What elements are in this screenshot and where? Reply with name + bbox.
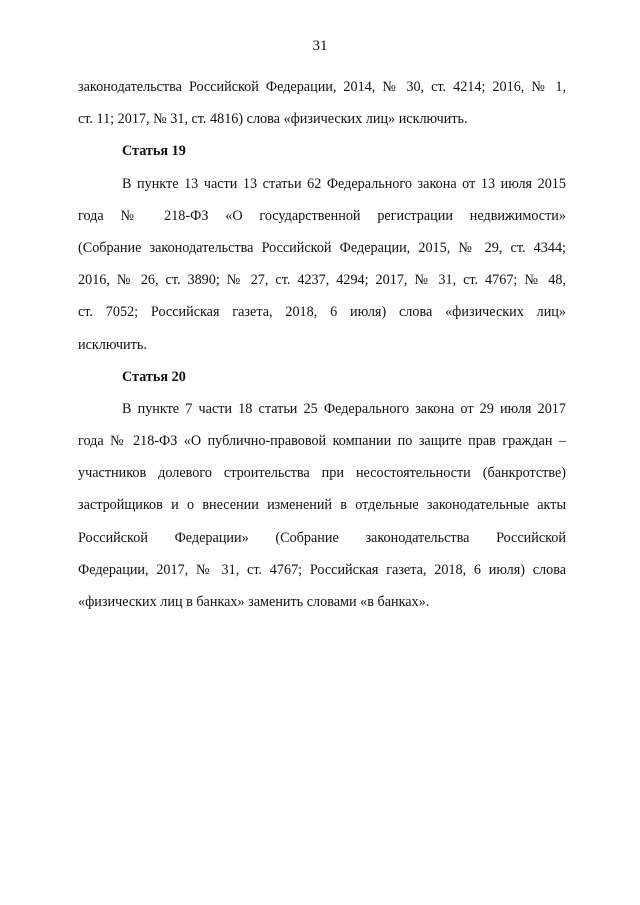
text-line: 2016, № 26, ст. 3890; № 27, ст. 4237, 4294; 2017, № 31, ст. 4767; № 48, — [78, 272, 566, 289]
text-line: Российской Федерации» (Собрание законодательства Российской — [78, 529, 566, 546]
text-line: В пункте 7 части 18 статьи 25 Федерального закона от 29 июля 2017 — [122, 400, 566, 417]
text-line: (Собрание законодательства Российской Федерации, 2015, № 29, ст. 4344; — [78, 239, 566, 256]
text-line: исключить. — [78, 336, 147, 353]
text-line: года № 218-ФЗ «О публично-правовой компании по защите прав граждан – — [78, 433, 566, 450]
text-line: участников долевого строительства при несостоятельности (банкротстве) — [78, 465, 566, 482]
text-line: «физических лиц в банках» заменить словами «в банках». — [78, 594, 430, 610]
text-line: ст. 11; 2017, № 31, ст. 4816) слова «физических лиц» исключить. — [78, 111, 468, 128]
text-line: ст. 7052; Российская газета, 2018, 6 июля) слова «физических лиц» — [78, 304, 566, 321]
page-number: 31 — [312, 38, 328, 54]
article-20-heading: Статья 20 — [122, 368, 186, 385]
text-line: В пункте 13 части 13 статьи 62 Федерального закона от 13 июля 2015 — [122, 175, 566, 192]
text-line: Федерации, 2017, № 31, ст. 4767; Российская газета, 2018, 6 июля) слова — [78, 561, 566, 578]
text-line: застройщиков и о внесении изменений в отдельные законодательные акты — [78, 497, 566, 514]
text-line: года № 218-ФЗ «О государственной регистрации недвижимости» — [78, 207, 566, 224]
article-19-heading: Статья 19 — [122, 143, 186, 160]
text-line: законодательства Российской Федерации, 2014, № 30, ст. 4214; 2016, № 1, — [78, 79, 566, 95]
document-body — [78, 71, 566, 618]
